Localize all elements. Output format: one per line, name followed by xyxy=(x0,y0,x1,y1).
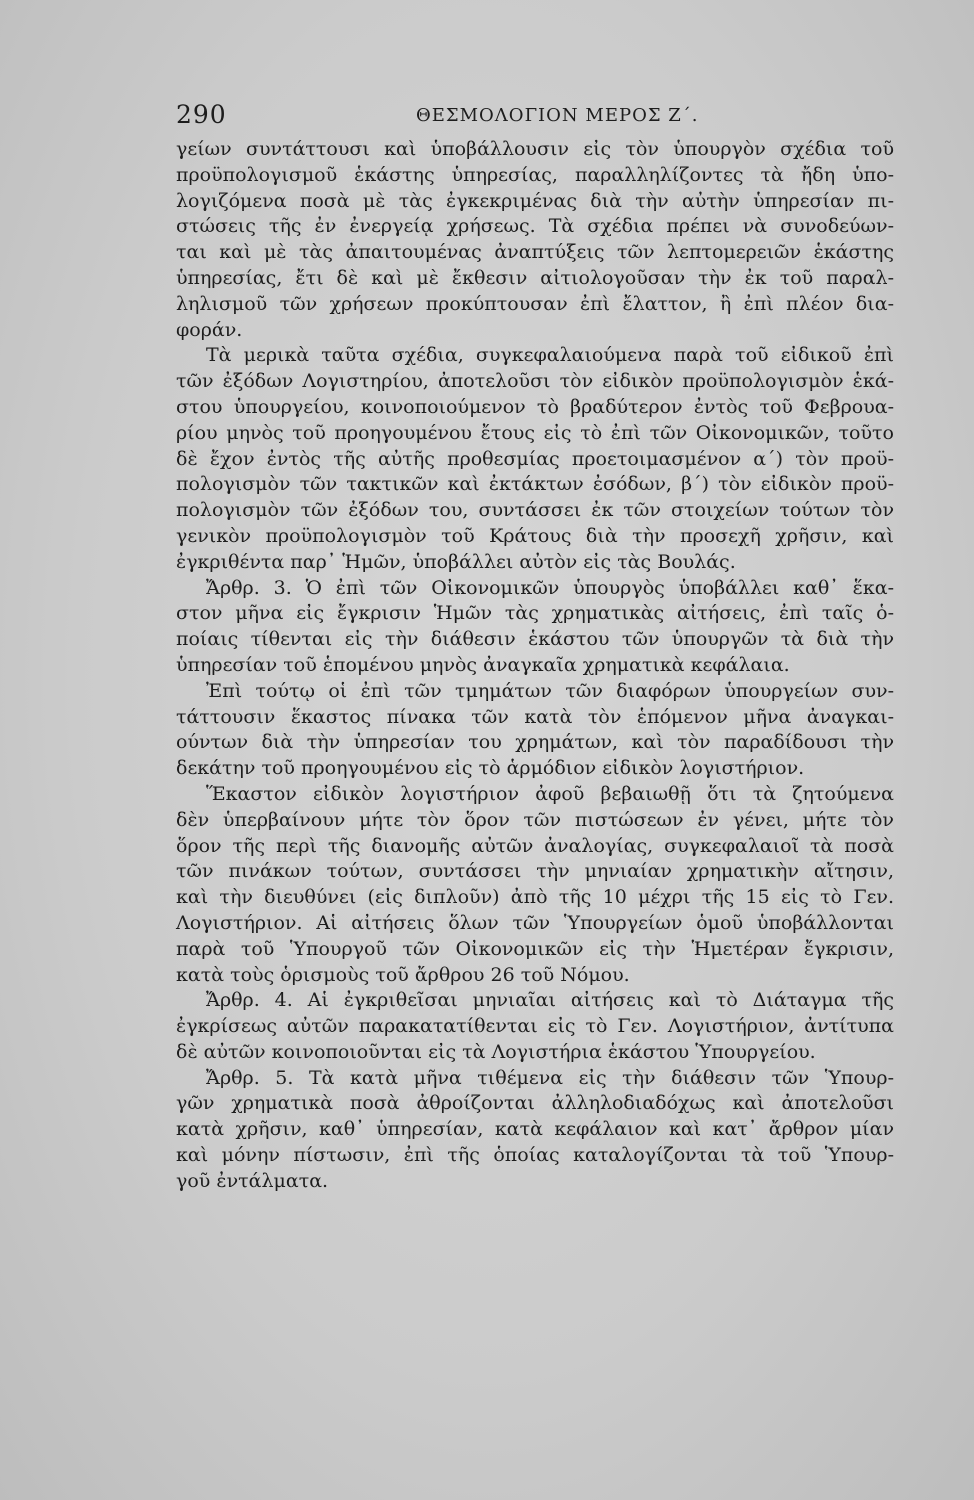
paragraph-start-line: Ἕκαστον εἰδικὸν λογιστήριον ἀφοῦ βεβαιωθῇ ὅτι τὰ ζητούμενα xyxy=(206,782,894,805)
text-line: κατὰ τοὺς ὁρισμοὺς τοῦ ἄρθρου 26 τοῦ Νόμου. xyxy=(176,963,630,986)
body-text xyxy=(176,137,894,1195)
paragraph-start-line: Ἐπὶ τούτῳ οἱ ἐπὶ τῶν τμημάτων τῶν διαφόρων ὑπουργείων συν- xyxy=(206,679,894,702)
text-line: φοράν. xyxy=(176,318,243,341)
text-line: ὅρον τῆς περὶ τῆς διανομῆς αὐτῶν ἀναλογίας, συγκεφαλαιοῖ τὰ ποσὰ xyxy=(176,834,894,857)
text-line: στου ὑπουργείου, κοινοποιούμενον τὸ βραδύτερον ἐντὸς τοῦ Φεβρουα- xyxy=(176,395,894,418)
text-line: στώσεις τῆς ἐν ἐνεργείᾳ χρήσεως. Τὰ σχέδια πρέπει νὰ συνοδεύων- xyxy=(176,215,894,238)
text-line: γείων συντάττουσι καὶ ὑποβάλλουσιν εἰς τὸν ὑπουργὸν σχέδια τοῦ xyxy=(176,138,894,160)
text-line: δὲ αὐτῶν κοινοποιοῦνται εἰς τὰ Λογιστήρια ἑκάστου Ὑπουργείου. xyxy=(176,1040,816,1063)
text-line: τῶν πινάκων τούτων, συντάσσει τὴν μηνιαίαν χρηματικὴν αἴτησιν, xyxy=(176,860,894,883)
text-line: πολογισμὸν τῶν ἐξόδων του, συντάσσει ἐκ τῶν στοιχείων τούτων τὸν xyxy=(176,499,894,522)
paragraph-start-line: Τὰ μερικὰ ταῦτα σχέδια, συγκεφαλαιούμενα παρὰ τοῦ εἰδικοῦ ἐπὶ xyxy=(206,344,894,367)
text-line: γενικὸν προϋπολογισμὸν τοῦ Κράτους διὰ τὴν προσεχῆ χρῆσιν, καὶ xyxy=(176,524,894,547)
text-line: Λογιστήριον. Αἱ αἰτήσεις ὅλων τῶν Ὑπουργείων ὁμοῦ ὑποβάλλονται xyxy=(176,911,894,934)
text-line: προϋπολογισμοῦ ἑκάστης ὑπηρεσίας, παραλληλίζοντες τὰ ἤδη ὑπο- xyxy=(176,163,894,186)
text-line: πολογισμὸν τῶν τακτικῶν καὶ ἐκτάκτων ἐσόδων, β΄) τὸν εἰδικὸν προϋ- xyxy=(176,473,894,496)
text-line: ἐγκριθέντα παρ᾽ Ἡμῶν, ὑποβάλλει αὐτὸν εἰς τὰς Βουλάς. xyxy=(176,550,736,573)
text-line: ἐγκρίσεως αὐτῶν παρακατατίθενται εἰς τὸ Γεν. Λογιστήριον, ἀντίτυπα xyxy=(176,1015,894,1038)
text-line: ρίου μηνὸς τοῦ προηγουμένου ἔτους εἰς τὸ ἐπὶ τῶν Οἰκονομικῶν, τοῦτο xyxy=(176,421,894,444)
text-line: λογιζόμενα ποσὰ μὲ τὰς ἐγκεκριμένας διὰ τὴν αὐτὴν ὑπηρεσίαν πι- xyxy=(176,189,894,212)
text-line: τάττουσιν ἕκαστος πίνακα τῶν κατὰ τὸν ἑπόμενον μῆνα ἀναγκαι- xyxy=(176,705,894,728)
text-line: παρὰ τοῦ Ὑπουργοῦ τῶν Οἰκονομικῶν εἰς τὴν Ἡμετέραν ἔγκρισιν, xyxy=(176,937,894,960)
text-line: ποίαις τίθενται εἰς τὴν διάθεσιν ἑκάστου τῶν ὑπουργῶν τὰ διὰ τὴν xyxy=(176,628,894,651)
page-number: 290 xyxy=(176,100,227,129)
text-line: ὑπηρεσίας, ἔτι δὲ καὶ μὲ ἔκθεσιν αἰτιολογοῦσαν τὴν ἐκ τοῦ παραλ- xyxy=(176,266,894,289)
text-line: ται καὶ μὲ τὰς ἀπαιτουμένας ἀναπτύξεις τῶν λεπτομερειῶν ἑκάστης xyxy=(176,241,894,264)
article-4-heading-line: Ἄρθρ. 4. Αἱ ἐγκριθεῖσαι μηνιαῖαι αἰτήσεις καὶ τὸ Διάταγμα τῆς xyxy=(206,989,894,1012)
text-line: δεκάτην τοῦ προηγουμένου εἰς τὸ ἁρμόδιον εἰδικὸν λογιστήριον. xyxy=(176,757,805,780)
section-title: ΘΕΣΜΟΛΟΓΙΟΝ ΜΕΡΟΣ Ζ΄. xyxy=(416,105,699,126)
text-line: τῶν ἐξόδων Λογιστηρίου, ἀποτελοῦσι τὸν εἰδικὸν προϋπολογισμὸν ἑκά- xyxy=(176,370,894,393)
running-head xyxy=(176,100,896,130)
text-line: δὲν ὑπερβαίνουν μήτε τὸν ὅρον τῶν πιστώσεων ἐν γένει, μήτε τὸν xyxy=(176,808,894,831)
text-line: καὶ μόνην πίστωσιν, ἐπὶ τῆς ὁποίας καταλογίζονται τὰ τοῦ Ὑπουρ- xyxy=(176,1144,894,1167)
text-line: κατὰ χρῆσιν, καθ᾽ ὑπηρεσίαν, κατὰ κεφάλαιον καὶ κατ᾽ ἄρθρον μίαν xyxy=(176,1118,894,1141)
text-line: δὲ ἔχον ἐντὸς τῆς αὐτῆς προθεσμίας προετοιμασμένον α΄) τὸν προϋ- xyxy=(176,447,894,470)
text-line: στον μῆνα εἰς ἔγκρισιν Ἡμῶν τὰς χρηματικὰς αἰτήσεις, ἐπὶ ταῖς ὁ- xyxy=(176,602,894,625)
text-line: καὶ τὴν διευθύνει (εἰς διπλοῦν) ἀπὸ τῆς 10 μέχρι τῆς 15 εἰς τὸ Γεν. xyxy=(176,886,894,909)
text-line: ούντων διὰ τὴν ὑπηρεσίαν του χρημάτων, καὶ τὸν παραδίδουσι τὴν xyxy=(176,731,894,754)
article-3-heading-line: Ἄρθρ. 3. Ὁ ἐπὶ τῶν Οἰκονομικῶν ὑπουργὸς ὑποβάλλει καθ᾽ ἕκα- xyxy=(206,576,894,599)
text-line: γῶν χρηματικὰ ποσὰ ἀθροίζονται ἀλληλοδιαδόχως καὶ ἀποτελοῦσι xyxy=(176,1092,894,1115)
article-5-heading-line: Ἄρθρ. 5. Τὰ κατὰ μῆνα τιθέμενα εἰς τὴν διάθεσιν τῶν Ὑπουρ- xyxy=(206,1066,894,1089)
text-line: ληλισμοῦ τῶν χρήσεων προκύπτουσαν ἐπὶ ἔλαττον, ἢ ἐπὶ πλέον δια- xyxy=(176,292,894,315)
text-line: γοῦ ἐντάλματα. xyxy=(176,1169,329,1192)
text-line: ὑπηρεσίαν τοῦ ἑπομένου μηνὸς ἀναγκαῖα χρηματικὰ κεφάλαια. xyxy=(176,653,790,676)
